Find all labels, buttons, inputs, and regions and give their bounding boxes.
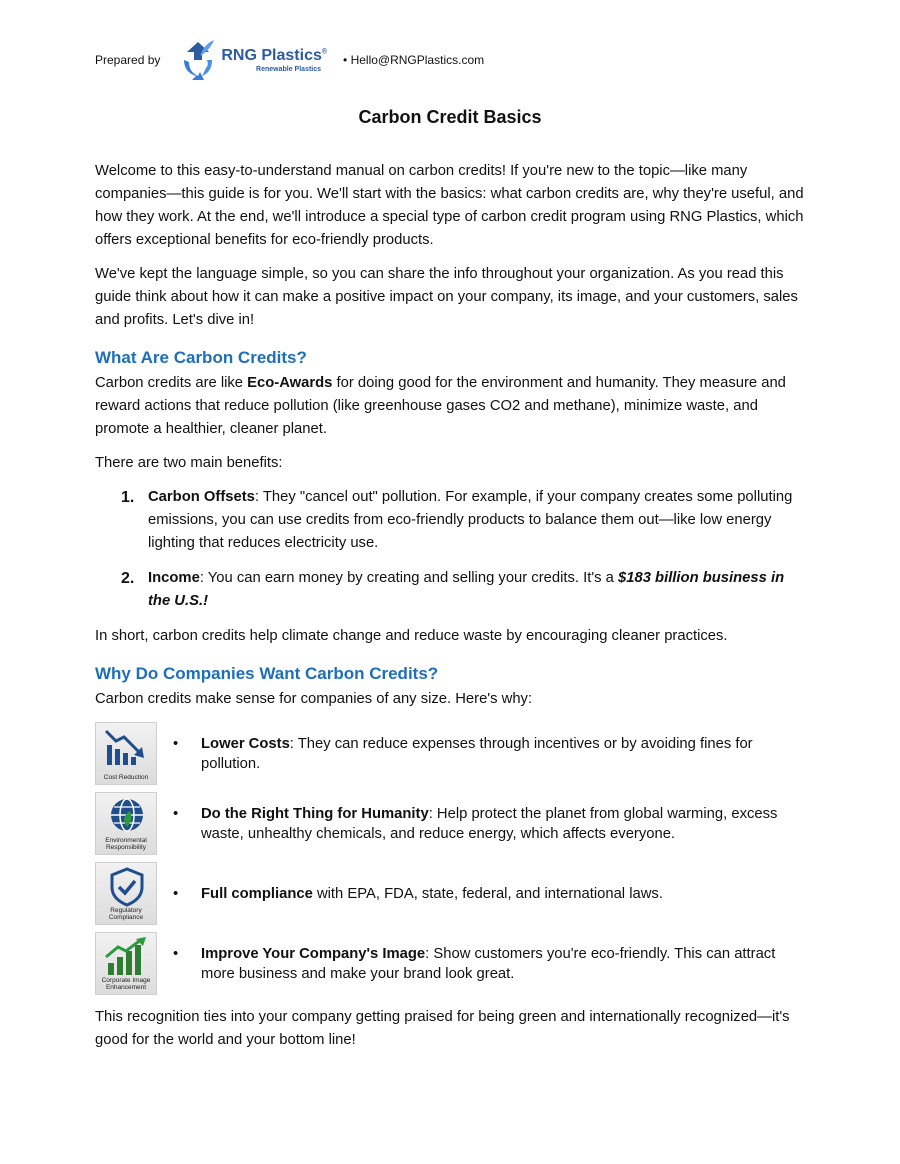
reason-title: Full compliance xyxy=(201,885,313,902)
benefits-list xyxy=(95,486,810,613)
icon-caption: Environmental Responsibility xyxy=(105,837,147,851)
bullet: • xyxy=(173,735,179,752)
recycle-leaf-logo-icon xyxy=(178,38,218,82)
section-heading-why-companies-want-credits: Why Do Companies Want Carbon Credits? xyxy=(95,664,439,683)
definition-paragraph: Carbon credits are like Eco-Awards for doing good for the environment and humanity. They measure and reward actions that reduce pollution (like greenhouse gases CO2 and methane), minimize waste, and promote a healthier, cleaner planet. xyxy=(95,375,786,437)
prepared-by-label: Prepared by xyxy=(95,53,161,67)
list-item xyxy=(95,567,810,613)
rng-plastics-logo xyxy=(178,38,327,82)
reason-text: : They can reduce expenses through incentives or by avoiding fines for pollution. xyxy=(201,735,753,772)
contact-email[interactable]: • Hello@RNGPlastics.com xyxy=(343,53,485,67)
reason-text: : Help protect the planet from global warming, excess waste, unhealthy chemicals, and reduce energy, which affects everyone. xyxy=(201,805,778,842)
registered-mark: ® xyxy=(321,48,328,56)
page-header xyxy=(95,34,484,86)
benefit-text: : You can earn money by creating and selling your credits. It's a xyxy=(199,570,619,586)
list-item xyxy=(95,486,810,555)
list-item xyxy=(95,932,810,995)
benefit-text: : They "cancel out" pollution. For example, if your company creates some polluting emissions, you can use credits from eco-friendly products to balance them out—like low energy lighting that reduces electricity use. xyxy=(148,489,793,551)
eco-awards-term: Eco-Awards xyxy=(247,375,333,391)
reasons-list xyxy=(95,722,810,995)
benefits-intro: There are two main benefits: xyxy=(95,455,283,471)
closing-paragraph: This recognition ties into your company getting praised for being green and internationally recognized—it's good for the world and your bottom line! xyxy=(95,1009,790,1048)
logo-tagline: Renewable Plastics xyxy=(256,65,322,73)
reason-text: : Show customers you're eco-friendly. This can attract more business and make your brand look great. xyxy=(201,945,776,982)
list-number: 1. xyxy=(121,489,135,506)
environmental-responsibility-icon xyxy=(95,792,157,855)
market-size-highlight: $183 billion business in the U.S.! xyxy=(148,570,785,609)
cost-reduction-icon xyxy=(95,722,157,785)
intro-paragraph-2: We've kept the language simple, so you can share the info throughout your organization. As you read this guide think about how it can make a positive impact on your company, its image, and your customers, sales and profits. Let's dive in! xyxy=(95,266,798,328)
reason-title: Lower Costs xyxy=(201,735,290,752)
bullet: • xyxy=(173,945,179,962)
benefit-title: Carbon Offsets xyxy=(148,489,255,505)
list-number: 2. xyxy=(121,570,135,587)
icon-caption: Regulatory Compliance xyxy=(108,907,144,921)
reason-title: Do the Right Thing for Humanity xyxy=(201,805,429,822)
reason-title: Improve Your Company's Image xyxy=(201,945,426,962)
benefit-title: Income xyxy=(148,570,200,586)
page-title: Carbon Credit Basics xyxy=(358,107,542,127)
section-heading-what-are-carbon-credits: What Are Carbon Credits? xyxy=(95,348,307,367)
list-item xyxy=(95,722,810,785)
bullet: • xyxy=(173,805,179,822)
intro-paragraph-1: Welcome to this easy-to-understand manual on carbon credits! If you're new to the topic—like many companies—this guide is for you. We'll start with the basics: what carbon credits are, why they're useful, and how they work. At the end, we'll introduce a special type of carbon credit program using RNG Plastics, which offers exceptional benefits for eco-friendly products. xyxy=(95,163,804,248)
summary-paragraph: In short, carbon credits help climate change and reduce waste by encouraging cleaner practices. xyxy=(95,628,728,644)
corporate-image-enhancement-icon xyxy=(95,932,157,995)
regulatory-compliance-icon xyxy=(95,862,157,925)
reasons-intro: Carbon credits make sense for companies of any size. Here's why: xyxy=(95,691,533,707)
icon-caption: Cost Reduction xyxy=(103,774,149,781)
document-body xyxy=(95,160,810,1063)
list-item xyxy=(95,862,810,925)
list-item xyxy=(95,792,810,855)
reason-text: with EPA, FDA, state, federal, and international laws. xyxy=(312,885,663,902)
icon-caption: Corporate Image Enhancement xyxy=(101,977,151,991)
logo-name: RNG Plastics xyxy=(221,46,322,64)
bullet: • xyxy=(173,885,179,902)
